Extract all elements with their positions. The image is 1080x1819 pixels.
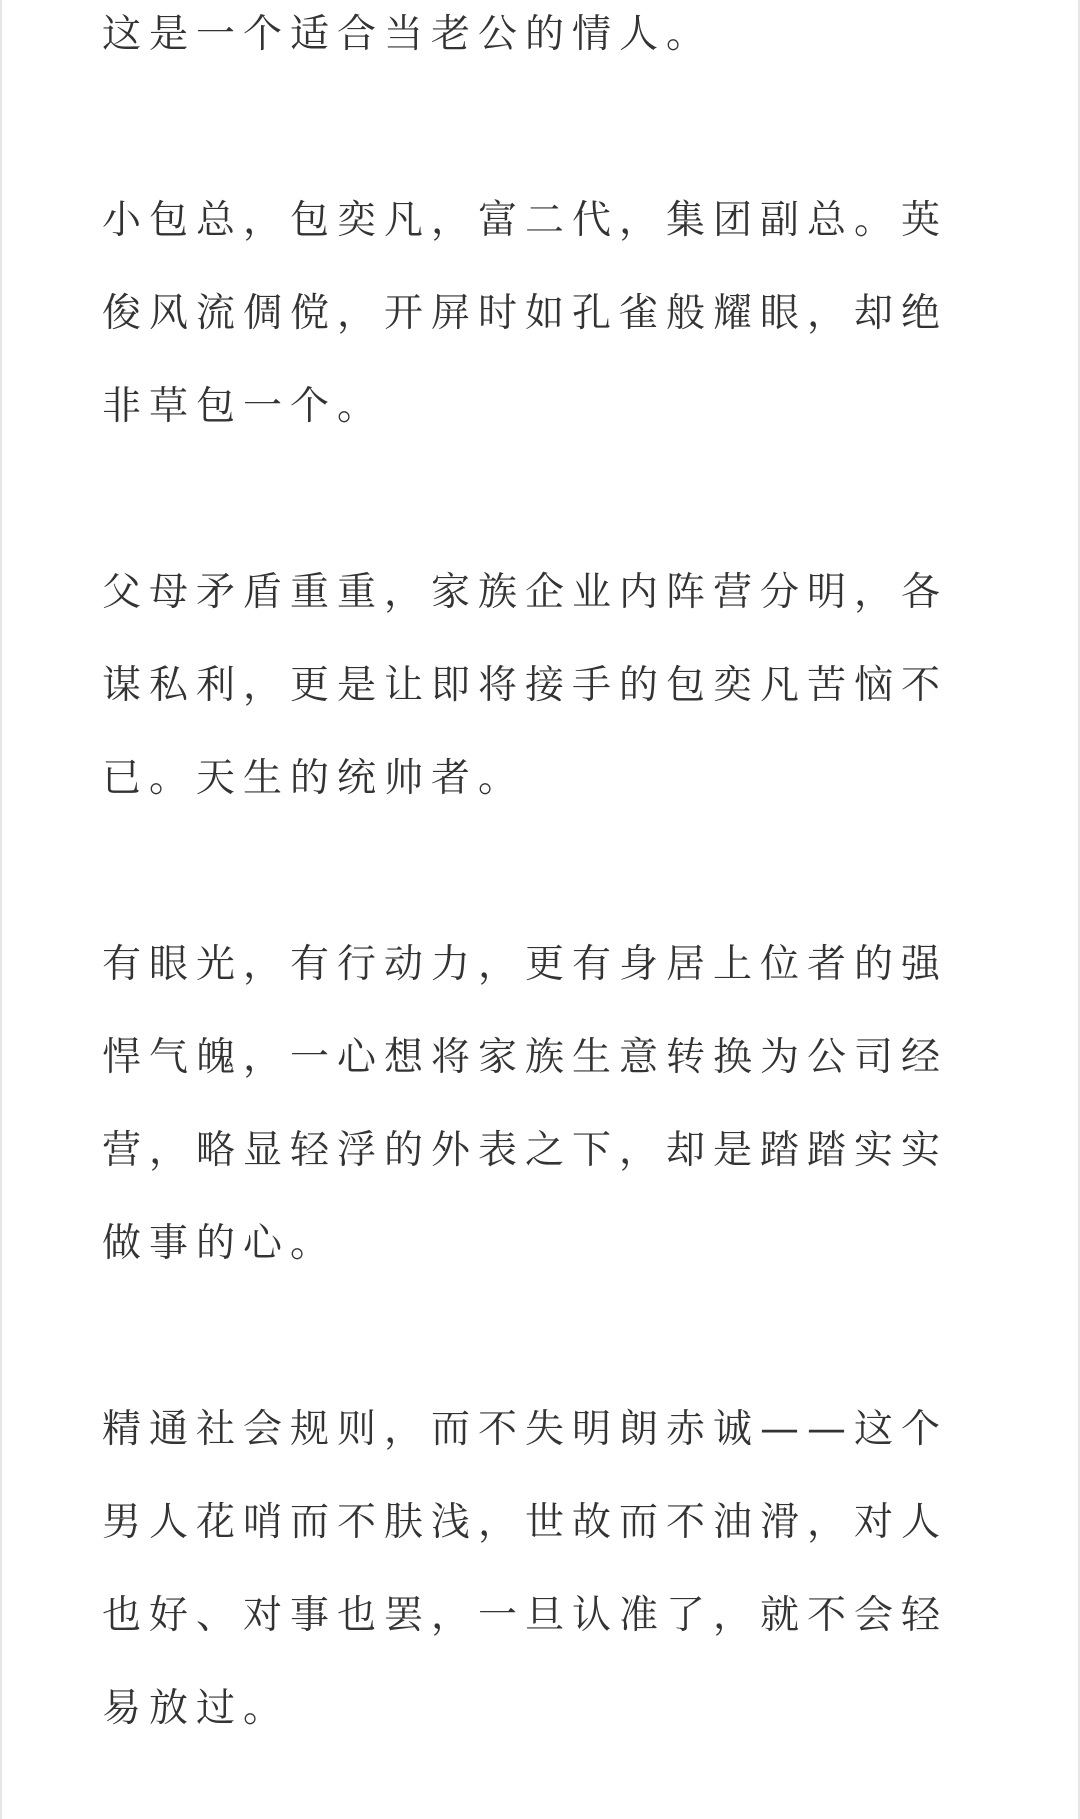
article-body[interactable] xyxy=(102,0,982,1755)
paragraph-1: 这是一个适合当老公的情人。 xyxy=(102,12,714,57)
paragraph-2: 小包总，包奕凡，富二代，集团副总。英俊风流倜傥，开屏时如孔雀般耀眼，却绝非草包一个。 xyxy=(102,198,949,429)
paragraph-4: 有眼光，有行动力，更有身居上位者的强悍气魄，一心想将家族生意转换为公司经营，略显轻浮的外表之下，却是踏踏实实做事的心。 xyxy=(102,942,949,1266)
paragraph-3: 父母矛盾重重，家族企业内阵营分明，各谋私利，更是让即将接手的包奕凡苦恼不已。天生的统帅者。 xyxy=(102,570,949,801)
paragraph-5: 精通社会规则，而不失明朗赤诚——这个男人花哨而不肤浅，世故而不油滑，对人也好、对事也罢，一旦认准了，就不会轻易放过。 xyxy=(102,1407,949,1731)
